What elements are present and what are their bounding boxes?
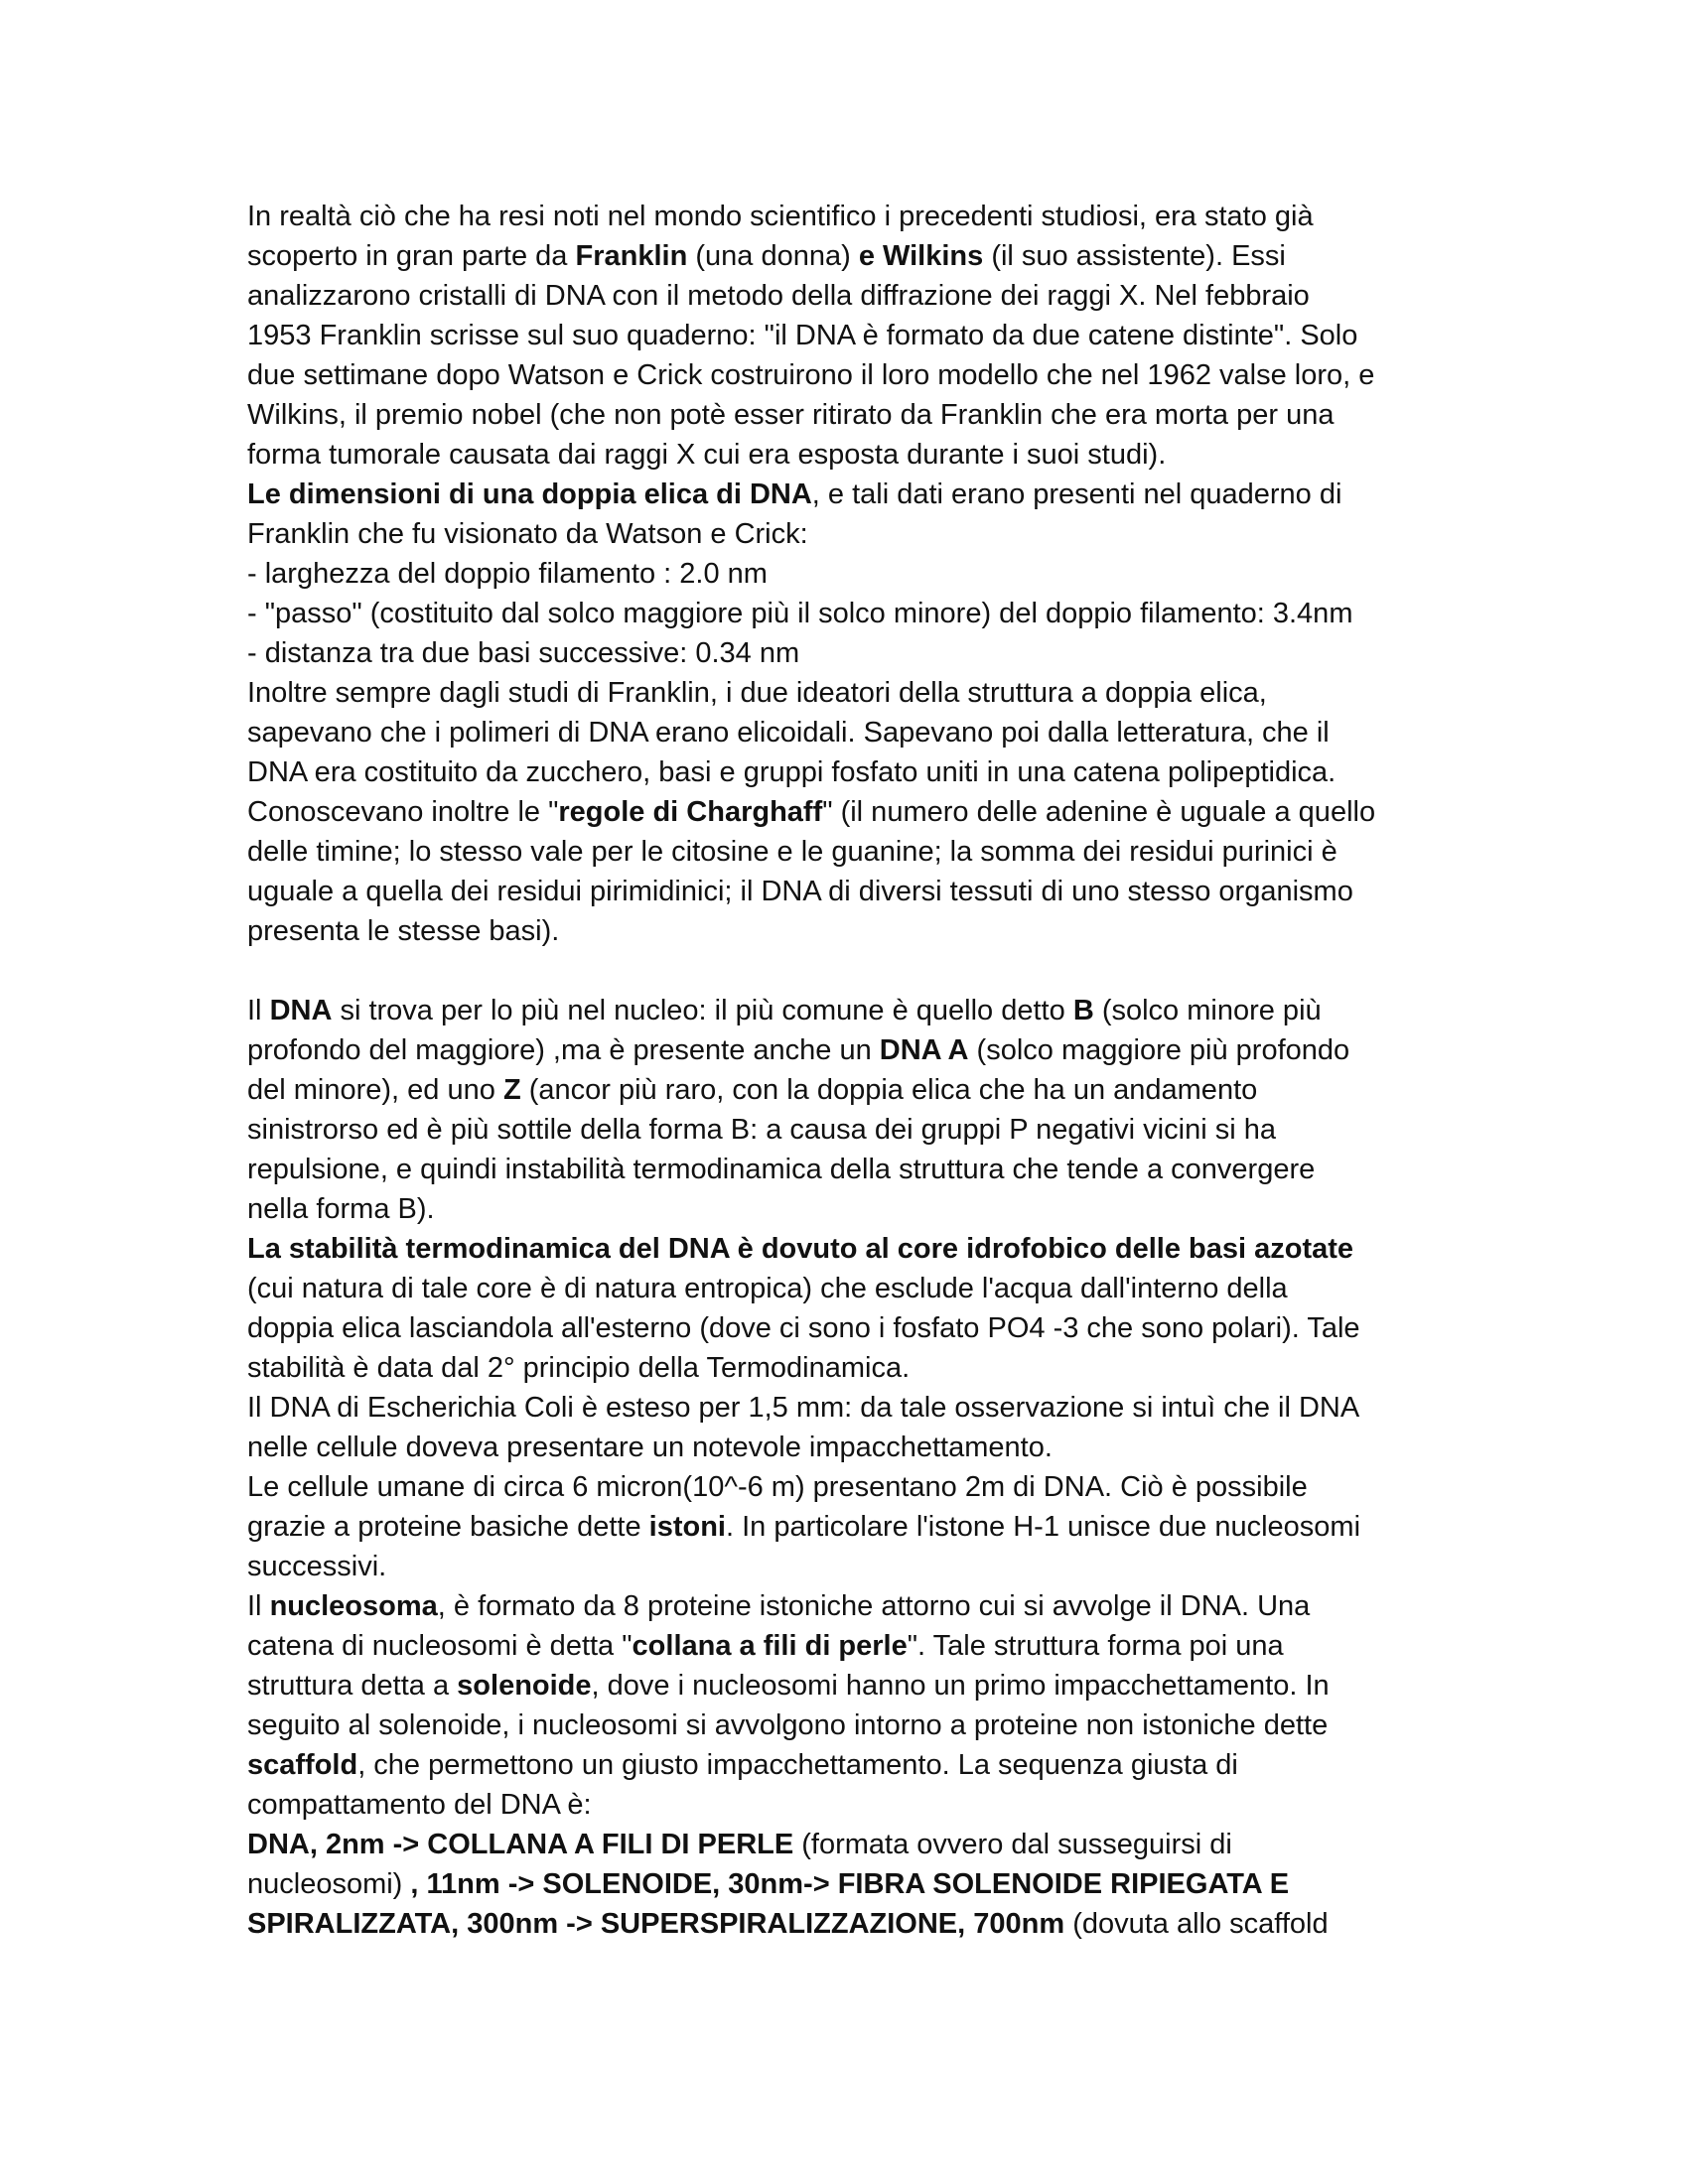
bold-text: Le dimensioni di una doppia elica di DNA [247,478,812,510]
text-line [247,1428,1459,1467]
blank-line [247,951,1459,991]
text-line [247,792,1459,832]
text-run: catena di nucleosomi è detta " [247,1630,633,1662]
text-line [247,197,1459,236]
text-run: - distanza tra due basi successive: 0.34 nm [247,637,800,669]
text-run: uguale a quella dei residui pirimidinici; il DNA di diversi tessuti di uno stesso organismo [247,876,1353,907]
text-line [247,1745,1459,1785]
text-run: (il suo assistente). Essi [983,240,1286,272]
bold-text: collana a fili di perle [632,1630,908,1662]
text-line [247,832,1459,872]
text-line [247,1348,1459,1388]
text-line [247,713,1459,752]
text-line [247,1547,1459,1586]
text-run: grazie a proteine basiche dette [247,1511,649,1543]
text-run: Il [247,995,270,1026]
bold-text: regole di Charghaff [558,796,823,828]
bold-text: , 11nm -> SOLENOIDE, 30nm-> FIBRA SOLENOIDE RIPIEGATA E [410,1868,1290,1900]
text-run: , dove i nucleosomi hanno un primo impacchettamento. In [591,1670,1330,1702]
text-run: " (il numero delle adenine è uguale a quello [822,796,1376,828]
text-line [247,1904,1459,1944]
text-line [247,475,1459,514]
text-line [247,1586,1459,1626]
text-line [247,594,1459,633]
text-run: 1953 Franklin scrisse sul suo quaderno: "il DNA è formato da due catene distinte". Solo [247,320,1358,351]
text-run: Il [247,1590,270,1622]
text-line [247,633,1459,673]
text-run: nelle cellule doveva presentare un notevole impacchettamento. [247,1432,1053,1463]
text-line [247,1388,1459,1428]
text-line [247,1229,1459,1269]
text-run: analizzarono cristalli di DNA con il metodo della diffrazione dei raggi X. Nel febbraio [247,280,1310,312]
text-run: nucleosomi) [247,1868,411,1900]
bold-text: istoni [648,1511,726,1543]
text-line [247,1110,1459,1150]
text-run: stabilità è data dal 2° principio della Termodinamica. [247,1352,911,1384]
text-line [247,1706,1459,1745]
text-run: repulsione, e quindi instabilità termodinamica della struttura che tende a convergere [247,1154,1316,1185]
text-run: scoperto in gran parte da [247,240,576,272]
text-run: struttura detta a [247,1670,458,1702]
bold-text: DNA A [879,1034,969,1066]
text-run: Franklin che fu visionato da Watson e Crick: [247,518,808,550]
text-line [247,1864,1459,1904]
text-run: presenta le stesse basi). [247,915,560,947]
text-run: . In particolare l'istone H-1 unisce due nucleosomi [726,1511,1361,1543]
text-line [247,316,1459,355]
text-run: Conoscevano inoltre le " [247,796,559,828]
text-run: (cui natura di tale core è di natura entropica) che esclude l'acqua dall'interno della [247,1273,1288,1304]
text-line [247,1150,1459,1189]
text-run: ". Tale struttura forma poi una [907,1630,1284,1662]
text-run: compattamento del DNA è: [247,1789,592,1821]
bold-text: nucleosoma [269,1590,438,1622]
bold-text: Z [502,1074,521,1106]
bold-text: DNA [269,995,333,1026]
text-run: sinistrorso ed è più sottile della forma B: a causa dei gruppi P negativi vicini si ha [247,1114,1276,1146]
bold-text: solenoide [457,1670,592,1702]
text-run: delle timine; lo stesso vale per le citosine e le guanine; la somma dei residui purinici è [247,836,1337,868]
text-run: forma tumorale causata dai raggi X cui era esposta durante i suoi studi). [247,439,1167,471]
text-run: (dovuta allo scaffold [1064,1908,1329,1940]
text-line [247,554,1459,594]
bold-text: La stabilità termodinamica del DNA è dovuto al core idrofobico delle basi azotate [247,1233,1354,1265]
text-line [247,1189,1459,1229]
bold-text: B [1072,995,1094,1026]
text-run: (ancor più raro, con la doppia elica che ha un andamento [520,1074,1258,1106]
text-run: si trova per lo più nel nucleo: il più comune è quello detto [332,995,1073,1026]
text-line [247,752,1459,792]
text-line [247,1785,1459,1825]
text-run: Wilkins, il premio nobel (che non potè esser ritirato da Franklin che era morta per una [247,399,1335,431]
bold-text: e Wilkins [858,240,984,272]
text-run: (formata ovvero dal susseguirsi di [793,1829,1232,1860]
text-run: (solco maggiore più profondo [968,1034,1350,1066]
text-line [247,1308,1459,1348]
text-line [247,1030,1459,1070]
text-line [247,991,1459,1030]
text-run: (una donna) [687,240,859,272]
text-line [247,1507,1459,1547]
bold-text: SPIRALIZZATA, 300nm -> SUPERSPIRALIZZAZIONE, 700nm [247,1908,1065,1940]
text-line [247,872,1459,911]
text-run: sapevano che i polimeri di DNA erano elicoidali. Sapevano poi dalla letteratura, che il [247,717,1330,749]
text-run: - "passo" (costituito dal solco maggiore più il solco minore) del doppio filamento: 3.4nm [247,598,1353,629]
text-line [247,911,1459,951]
text-line [247,1825,1459,1864]
text-line [247,514,1459,554]
bold-text: DNA, 2nm -> COLLANA A FILI DI PERLE [247,1829,794,1860]
text-line [247,1070,1459,1110]
bold-text: Franklin [575,240,688,272]
text-run: del minore), ed uno [247,1074,503,1106]
text-run: Il DNA di Escherichia Coli è esteso per 1,5 mm: da tale osservazione si intuì che il DNA [247,1392,1360,1424]
text-line [247,236,1459,276]
text-line [247,1467,1459,1507]
text-run: , è formato da 8 proteine istoniche attorno cui si avvolge il DNA. Una [437,1590,1311,1622]
text-run: profondo del maggiore) ,ma è presente anche un [247,1034,880,1066]
text-run: nella forma B). [247,1193,435,1225]
text-line [247,673,1459,713]
text-line [247,435,1459,475]
text-run: - larghezza del doppio filamento : 2.0 nm [247,558,768,590]
text-line [247,276,1459,316]
text-run: Inoltre sempre dagli studi di Franklin, i due ideatori della struttura a doppia elica, [247,677,1267,709]
text-line [247,355,1459,395]
text-line [247,395,1459,435]
text-line [247,1626,1459,1666]
bold-text: scaffold [247,1749,358,1781]
text-run: DNA era costituito da zucchero, basi e gruppi fosfato uniti in una catena polipeptidica. [247,756,1336,788]
text-run: In realtà ciò che ha resi noti nel mondo scientifico i precedenti studiosi, era stato già [247,201,1314,232]
text-run: , che permettono un giusto impacchettamento. La sequenza giusta di [357,1749,1238,1781]
text-run: doppia elica lasciandola all'esterno (dove ci sono i fosfato PO4 -3 che sono polari). Tale [247,1312,1360,1344]
document-body [247,197,1459,1944]
text-run: seguito al solenoide, i nucleosomi si avvolgono intorno a proteine non istoniche dette [247,1709,1329,1741]
text-run: , e tali dati erano presenti nel quaderno di [811,478,1342,510]
text-line [247,1269,1459,1308]
text-run: due settimane dopo Watson e Crick costruirono il loro modello che nel 1962 valse loro, e [247,359,1375,391]
text-run: successivi. [247,1551,387,1582]
text-line [247,1666,1459,1706]
text-run: Le cellule umane di circa 6 micron(10^-6 m) presentano 2m di DNA. Ciò è possibile [247,1471,1308,1503]
text-run: (solco minore più [1093,995,1322,1026]
